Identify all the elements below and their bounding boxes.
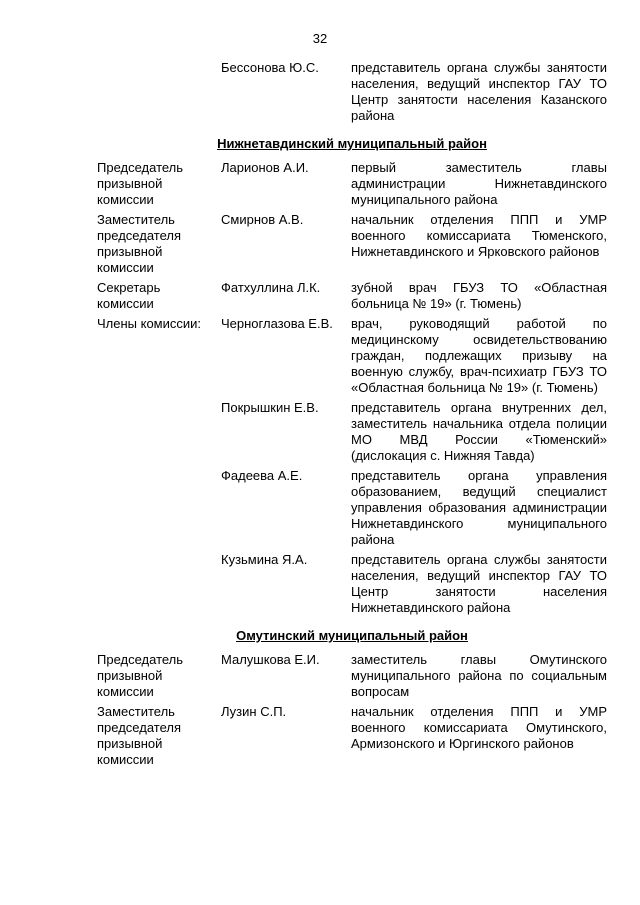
page-number: 32: [312, 31, 328, 46]
member-position: первый заместитель главы администрации Нижнетавдинского муниципального района: [351, 160, 607, 207]
member-role: Председатель призывной комиссии: [97, 160, 184, 207]
member-name: Фадеева А.Е.: [221, 468, 303, 483]
member-position: заместитель главы Омутинского муниципального района по социальным вопросам: [351, 652, 607, 699]
commission-member-row: [97, 704, 607, 768]
section-title: Нижнетавдинский муниципальный район: [217, 136, 487, 151]
member-role: Председатель призывной комиссии: [97, 652, 184, 699]
member-name: Малушкова Е.И.: [221, 652, 320, 667]
commission-member-row: [97, 60, 607, 124]
member-name: Фатхуллина Л.К.: [221, 280, 321, 295]
member-role: Заместитель председателя призывной комиссии: [97, 212, 182, 275]
member-position: представитель органа внутренних дел, заместитель начальника отдела полиции МО МВД России «Тюменский» (дислокация с. Нижняя Тавда): [351, 400, 607, 463]
member-role: Заместитель председателя призывной комиссии: [97, 704, 182, 767]
member-position: представитель органа управления образованием, ведущий специалист управления образования администрации Нижнетавдинского муниципального района: [351, 468, 607, 547]
commission-member-row: [97, 280, 607, 312]
member-position: начальник отделения ППП и УМР военного комиссариата Омутинского, Армизонского и Юргинского районов: [351, 704, 607, 751]
member-role: Члены комиссии:: [97, 316, 202, 331]
member-name: Смирнов А.В.: [221, 212, 304, 227]
commission-member-row: [97, 552, 607, 616]
member-name: Черноглазова Е.В.: [221, 316, 333, 331]
member-role: Секретарь комиссии: [97, 280, 161, 311]
member-position: врач, руководящий работой по медицинскому освидетельствованию граждан, подлежащих призыву на военную службу, врач-психиатр ГБУЗ ТО «Областная больница № 19» (г. Тюмень): [351, 316, 607, 395]
commission-member-row: [97, 468, 607, 548]
document-body: [97, 60, 607, 772]
commission-member-row: [97, 652, 607, 700]
member-name: Кузьмина Я.А.: [221, 552, 308, 567]
commission-member-row: [97, 212, 607, 276]
member-position: начальник отделения ППП и УМР военного комиссариата Тюменского, Нижнетавдинского и Ярковского районов: [351, 212, 607, 259]
member-name: Бессонова Ю.С.: [221, 60, 319, 75]
member-position: представитель органа службы занятости населения, ведущий инспектор ГАУ ТО Центр занятости населения Казанского района: [351, 60, 607, 123]
commission-member-row: [97, 316, 607, 396]
member-name: Ларионов А.И.: [221, 160, 309, 175]
member-position: зубной врач ГБУЗ ТО «Областная больница № 19» (г. Тюмень): [351, 280, 607, 311]
member-name: Покрышкин Е.В.: [221, 400, 319, 415]
member-name: Лузин С.П.: [221, 704, 287, 719]
section-title: Омутинский муниципальный район: [236, 628, 468, 643]
commission-member-row: [97, 400, 607, 464]
commission-member-row: [97, 160, 607, 208]
member-position: представитель органа службы занятости населения, ведущий инспектор ГАУ ТО Центр занятости населения Нижнетавдинского района: [351, 552, 607, 615]
